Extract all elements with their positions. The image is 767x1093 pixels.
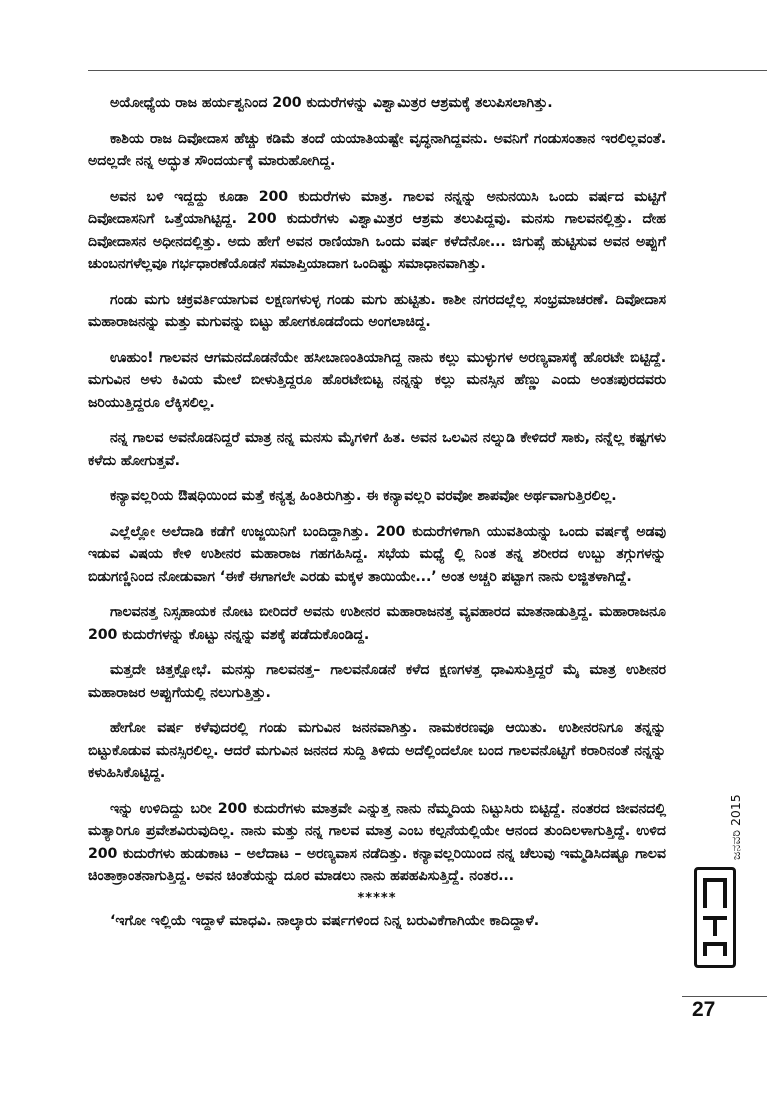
closing-line: ‘ಇಗೋ ಇಲ್ಲಿಯೆ ಇದ್ದಾಳೆ ಮಾಧವಿ. ನಾಲ್ಕಾರು ವರ್ಷಗಳಿಂದ ನಿನ್ನ ಬರುವಿಕೆಗಾಗಿಯೇ ಕಾದಿದ್ದಾಳೆ.: [110, 912, 540, 929]
top-rule: [88, 70, 767, 71]
article-paragraph: ಹೇಗೋ ವರ್ಷ ಕಳೆವುದರಲ್ಲಿ ಗಂಡು ಮಗುವಿನ ಜನನವಾಗಿತ್ತು. ನಾಮಕರಣವೂ ಆಯಿತು. ಉಶೀನರನಿಗೂ ತನ್ನನ್ನು ಬಿಟ್ಟುಕೊಡುವ ಮನಸ್ಸಿರಲಿಲ್ಲ. ಆದರೆ ಮಗುವಿನ ಜನನದ ಸುದ್ದಿ ತಿಳಿದು ಅದೆಲ್ಲಿಂದಲೋ ಬಂದ ಗಾಲವನೊಟ್ಟಿಗೆ ಕರಾರಿನಂತೆ ನನ್ನನ್ನು ಕಳುಹಿಸಿಕೊಟ್ಟಿದ್ದ.: [88, 720, 666, 781]
page-number: 27: [692, 998, 716, 1021]
article-paragraph: ಎಲ್ಲೆಲ್ಲೋ ಅಲೆದಾಡಿ ಕಡೆಗೆ ಉಜ್ಜಯಿನಿಗೆ ಬಂದಿದ್ದಾಗಿತ್ತು. 200 ಕುದುರೆಗಳಿಗಾಗಿ ಯುವತಿಯನ್ನು ಒಂದು ವರ್ಷಕ್ಕೆ ಅಡವು ಇಡುವ ವಿಷಯ ಕೇಳಿ ಉಶೀನರ ಮಹಾರಾಜ ಗಹಗಹಿಸಿದ್ದ. ಸಭೆಯ ಮಧ್ಯೆ ಲ್ಲಿ ನಿಂತ ತನ್ನ ಶರೀರದ ಉಬ್ಬು ತಗ್ಗುಗಳನ್ನು ಬಿಡುಗಣ್ಣಿನಿಂದ ನೋಡುವಾಗ ‘ಈಕೆ ಈಗಾಗಲೇ ಎರಡು ಮಕ್ಕಳ ತಾಯಿಯೇ...’ ಅಂತ ಅಚ್ಚರಿ ಪಟ್ಟಾಗ ನಾನು ಲಜ್ಜಿತಳಾಗಿದ್ದೆ.: [88, 523, 666, 585]
section-separator: *****: [357, 890, 397, 906]
magazine-masthead: [694, 788, 758, 988]
issue-date: ಜನವರಿ 2015: [728, 794, 743, 860]
article-paragraph: ಅಯೋಧ್ಯೆಯ ರಾಜ ಹರ್ಯಶ್ವನಿಂದ 200 ಕುದುರೆಗಳನ್ನು ವಿಶ್ವಾಮಿತ್ರರ ಆಶ್ರಮಕ್ಕೆ ತಲುಪಿಸಲಾಗಿತ್ತು.: [110, 95, 553, 111]
article-paragraph: ಕಾಶಿಯ ರಾಜ ದಿವೋದಾಸ ಹೆಚ್ಚು ಕಡಿಮೆ ತಂದೆ ಯಯಾತಿಯಷ್ಟೇ ವೃದ್ಧನಾಗಿದ್ದವನು. ಅವನಿಗೆ ಗಂಡುಸಂತಾನ ಇರಲಿಲ್ಲವಂತೆ. ಅದಲ್ಲದೇ ನನ್ನ ಅದ್ಭುತ ಸೌಂದರ್ಯಕ್ಕೆ ಮಾರುಹೋಗಿದ್ದ.: [88, 130, 666, 169]
footer-rule: [682, 996, 767, 997]
article-paragraph: ಇನ್ನು ಉಳಿದಿದ್ದು ಬರೀ 200 ಕುದುರೆಗಳು ಮಾತ್ರವೇ ಎನ್ನುತ್ತ ನಾನು ನೆಮ್ಮದಿಯ ನಿಟ್ಟುಸಿರು ಬಿಟ್ಟಿದ್ದೆ. ನಂತರದ ಜೀವನದಲ್ಲಿ ಮತ್ಯಾರಿಗೂ ಪ್ರವೇಶವಿರುವುದಿಲ್ಲ. ನಾನು ಮತ್ತು ನನ್ನ ಗಾಲವ ಮಾತ್ರ ಎಂಬ ಕಲ್ಪನೆಯಲ್ಲಿಯೇ ಆನಂದ ತುಂದಿಲಳಾಗುತ್ತಿದ್ದೆ. ಉಳಿದ 200 ಕುದುರೆಗಳು ಹುಡುಕಾಟ – ಅಲೆದಾಟ – ಅರಣ್ಯವಾಸ ನಡೆದಿತ್ತು. ಕನ್ಯಾವಲ್ಲರಿಯಿಂದ ನನ್ನ ಚೆಲುವು ಇಮ್ಮಡಿಸಿದಷ್ಟೂ ಗಾಲವ ಚಿಂತಾಕ್ರಾಂತನಾಗುತ್ತಿದ್ದ. ಅವನ ಚಿಂತೆಯನ್ನು ದೂರ ಮಾಡಲು ನಾನು ಹಪಹಪಿಸುತ್ತಿದ್ದೆ. ನಂತರ...: [88, 800, 666, 884]
article-paragraph: ಗಂಡು ಮಗು ಚಕ್ರವರ್ತಿಯಾಗುವ ಲಕ್ಷಣಗಳುಳ್ಳ ಗಂಡು ಮಗು ಹುಟ್ಟಿತು. ಕಾಶೀ ನಗರದಲ್ಲೆಲ್ಲ ಸಂಭ್ರಮಾಚರಣೆ. ದಿವೋದಾಸ ಮಹಾರಾಜನನ್ನು ಮತ್ತು ಮಗುವನ್ನು ಬಿಟ್ಟು ಹೋಗಕೂಡದೆಂದು ಅಂಗಲಾಚಿದ್ದ.: [88, 291, 666, 330]
article-body: [88, 92, 666, 932]
article-paragraph: ಗಾಲವನತ್ತ ನಿಸ್ಸಹಾಯಕ ನೋಟ ಬೀರಿದರೆ ಅವನು ಉಶೀನರ ಮಹಾರಾಜನತ್ತ ವ್ಯವಹಾರದ ಮಾತನಾಡುತ್ತಿದ್ದ. ಮಹಾರಾಜನೂ 200 ಕುದುರೆಗಳನ್ನು ಕೊಟ್ಟು ನನ್ನನ್ನು ವಶಕ್ಕೆ ಪಡೆದುಕೊಂಡಿದ್ದ.: [88, 604, 666, 643]
article-paragraph: ಊಹುಂ! ಗಾಲವನ ಆಗಮನದೊಡನೆಯೇ ಹಸೀಬಾಣಂತಿಯಾಗಿದ್ದ ನಾನು ಕಲ್ಲು ಮುಳ್ಳುಗಳ ಅರಣ್ಯವಾಸಕ್ಕೆ ಹೊರಟೇ ಬಿಟ್ಟಿದ್ದೆ. ಮಗುವಿನ ಅಳು ಕಿವಿಯ ಮೇಲೆ ಬೀಳುತ್ತಿದ್ದರೂ ಹೊರಟೇಬಿಟ್ಟ ನನ್ನನ್ನು ಕಲ್ಲು ಮನಸ್ಸಿನ ಹೆಣ್ಣು ಎಂದು ಅಂತಃಪುರದವರು ಜರಿಯುತ್ತಿದ್ದರೂ ಲೆಕ್ಕಿಸಲಿಲ್ಲ.: [88, 349, 666, 411]
article-paragraph: ಮತ್ತದೇ ಚಿತ್ತಕ್ಷೋಭೆ. ಮನಸ್ಸು ಗಾಲವನತ್ತ– ಗಾಲವನೊಡನೆ ಕಳೆದ ಕ್ಷಣಗಳತ್ತ ಧಾವಿಸುತ್ತಿದ್ದರೆ ಮೈ ಮಾತ್ರ ಉಶೀನರ ಮಹಾರಾಜರ ಅಪ್ಪುಗೆಯಲ್ಲಿ ನಲುಗುತ್ತಿತ್ತು.: [88, 662, 666, 701]
article-paragraph: ಕನ್ಯಾವಲ್ಲರಿಯ ಔಷಧಿಯಿಂದ ಮತ್ತೆ ಕನ್ಯತ್ವ ಹಿಂತಿರುಗಿತ್ತು. ಈ ಕನ್ಯಾವಲ್ಲರಿ ವರವೋ ಶಾಪವೋ ಅರ್ಥವಾಗುತ್ತಿರಲಿಲ್ಲ.: [110, 488, 617, 504]
article-paragraph: ನನ್ನ ಗಾಲವ ಅವನೊಡನಿದ್ದರೆ ಮಾತ್ರ ನನ್ನ ಮನಸು ಮೈಗಳಿಗೆ ಹಿತ. ಅವನ ಒಲವಿನ ನಲ್ನುಡಿ ಕೇಳಿದರೆ ಸಾಕು, ನನ್ನೆಲ್ಲ ಕಷ್ಟಗಳು ಕಳೆದು ಹೋಗುತ್ತವೆ.: [88, 430, 666, 469]
article-paragraph: ಅವನ ಬಳಿ ಇದ್ದದ್ದು ಕೂಡಾ 200 ಕುದುರೆಗಳು ಮಾತ್ರ. ಗಾಲವ ನನ್ನನ್ನು ಅನುನಯಿಸಿ ಒಂದು ವರ್ಷದ ಮಟ್ಟಿಗೆ ದಿವೋದಾಸನಿಗೆ ಒತ್ತೆಯಾಗಿಟ್ಟಿದ್ದ. 200 ಕುದುರೆಗಳು ವಿಶ್ವಾಮಿತ್ರರ ಆಶ್ರಮ ತಲುಪಿದ್ದವು. ಮನಸು ಗಾಲವನಲ್ಲಿತ್ತು. ದೇಹ ದಿವೋದಾಸನ ಅಧೀನದಲ್ಲಿತ್ತು. ಅದು ಹೇಗೆ ಅವನ ರಾಣಿಯಾಗಿ ಒಂದು ವರ್ಷ ಕಳೆದೆನೋ... ಜಿಗುಪ್ಸೆ ಹುಟ್ಟಿಸುವ ಅವನ ಅಪ್ಪುಗೆ ಚುಂಬನಗಳೆಲ್ಲವೂ ಗರ್ಭಧಾರಣೆಯೊಡನೆ ಸಮಾಪ್ತಿಯಾದಾಗ ಒಂದಿಷ್ಟು ಸಮಾಧಾನವಾಗಿತ್ತು.: [88, 188, 666, 272]
